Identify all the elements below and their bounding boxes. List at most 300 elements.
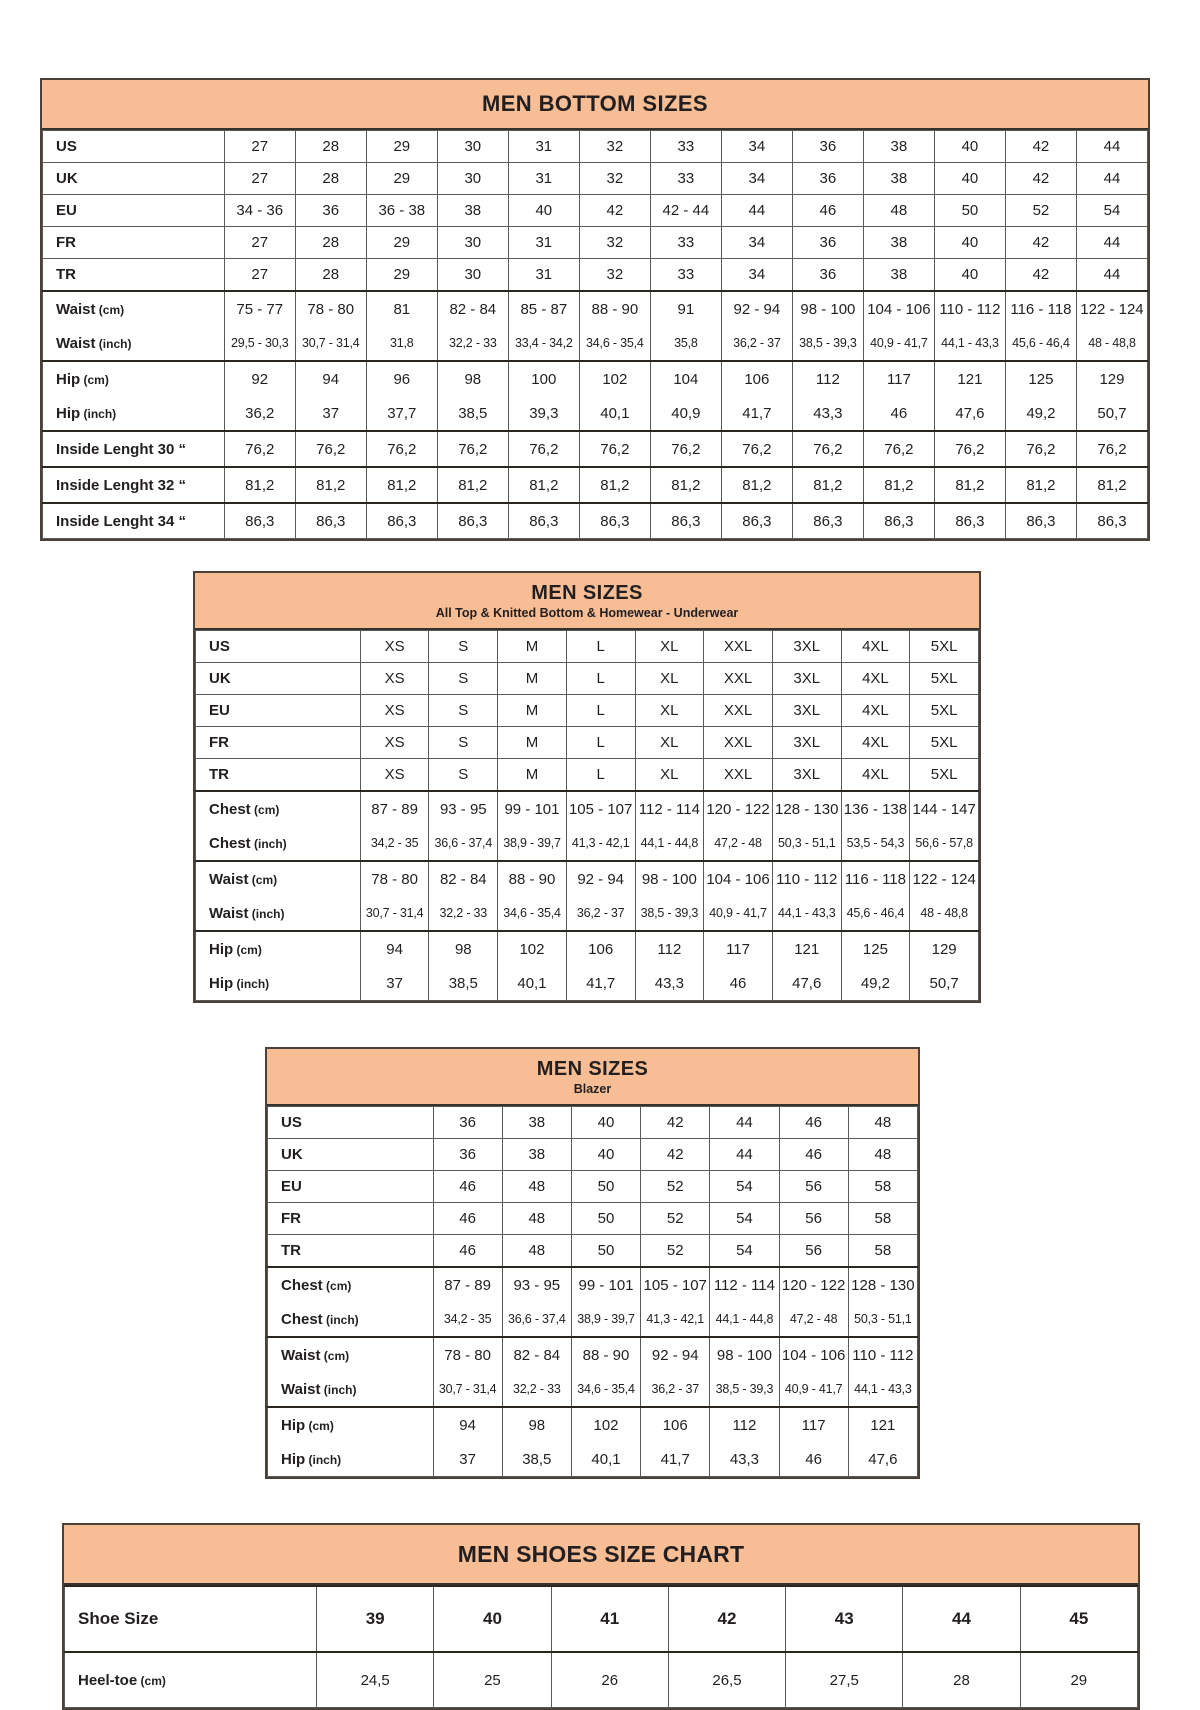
value-cell: 37: [360, 966, 429, 1001]
value-cell: 87 - 89: [433, 1267, 502, 1302]
value-cell: 5XL: [910, 663, 979, 695]
value-cell: 50: [934, 195, 1005, 227]
value-cell: 144 - 147: [910, 791, 979, 826]
value-cell: 44,1 - 44,8: [635, 826, 704, 861]
row-label-unit: (inch): [305, 1452, 342, 1467]
row-label-text: US: [281, 1114, 302, 1131]
row-label: [43, 131, 225, 163]
value-cell: 121: [934, 361, 1005, 396]
value-cell: 81,2: [579, 467, 650, 503]
table-row: [43, 259, 1148, 292]
value-cell: 31: [508, 131, 579, 163]
value-cell: 128 - 130: [772, 791, 841, 826]
row-label: [268, 1203, 434, 1235]
table-row: [43, 291, 1148, 326]
value-cell: S: [429, 631, 498, 663]
row-label-text: EU: [209, 702, 230, 719]
row-label-text: Hip: [56, 404, 81, 422]
row-label: [43, 291, 225, 326]
value-cell: 54: [710, 1203, 779, 1235]
value-cell: 47,6: [848, 1442, 917, 1477]
value-cell: 86,3: [1005, 503, 1076, 539]
table-row: [268, 1203, 918, 1235]
value-cell: 38: [502, 1139, 571, 1171]
value-cell: S: [429, 695, 498, 727]
value-cell: 44: [710, 1139, 779, 1171]
table-row: [43, 467, 1148, 503]
value-cell: 27: [224, 259, 295, 292]
value-cell: 38,5 - 39,3: [635, 896, 704, 931]
value-cell: 46: [779, 1442, 848, 1477]
value-cell: 34: [721, 259, 792, 292]
table-row: [196, 931, 979, 966]
value-cell: 50,3 - 51,1: [772, 826, 841, 861]
value-cell: 32,2 - 33: [502, 1372, 571, 1407]
table-row: [196, 631, 979, 663]
value-cell: 81,2: [295, 467, 366, 503]
value-cell: 34,6 - 35,4: [579, 326, 650, 361]
row-label: [268, 1235, 434, 1268]
value-cell: 40,9 - 41,7: [779, 1372, 848, 1407]
value-cell: 46: [704, 966, 773, 1001]
table-row: [196, 759, 979, 792]
value-cell: 36,2 - 37: [721, 326, 792, 361]
value-cell: 117: [863, 361, 934, 396]
value-cell: M: [498, 663, 567, 695]
value-cell: 30: [437, 131, 508, 163]
value-cell: 40,1: [571, 1442, 640, 1477]
table-row: [196, 695, 979, 727]
value-cell: 4XL: [841, 695, 910, 727]
row-label-unit: (inch): [322, 1312, 359, 1327]
value-cell: M: [498, 727, 567, 759]
value-cell: XL: [635, 727, 704, 759]
value-cell: 81,2: [1076, 467, 1147, 503]
value-cell: S: [429, 759, 498, 792]
row-label-text: FR: [281, 1210, 301, 1227]
row-label-text: TR: [209, 766, 229, 783]
value-cell: 50: [571, 1235, 640, 1268]
row-label: [196, 791, 361, 826]
table-title: MEN SHOES SIZE CHART: [457, 1540, 745, 1567]
value-cell: 50: [571, 1203, 640, 1235]
value-cell: 29,5 - 30,3: [224, 326, 295, 361]
value-cell: 104: [650, 361, 721, 396]
table-row: [268, 1302, 918, 1337]
value-cell: 48: [502, 1171, 571, 1203]
row-label: [196, 727, 361, 759]
value-cell: 58: [848, 1171, 917, 1203]
table-row: [43, 431, 1148, 467]
value-cell: 40: [934, 131, 1005, 163]
value-cell: 36,6 - 37,4: [502, 1302, 571, 1337]
value-cell: 34,2 - 35: [433, 1302, 502, 1337]
row-label: [65, 1586, 317, 1652]
value-cell: 56,6 - 57,8: [910, 826, 979, 861]
value-cell: 48 - 48,8: [1076, 326, 1147, 361]
value-cell: 112: [635, 931, 704, 966]
row-label: [43, 467, 225, 503]
table-row: [268, 1171, 918, 1203]
value-cell: 46: [779, 1139, 848, 1171]
value-cell: 41,7: [566, 966, 635, 1001]
value-cell: 24,5: [317, 1652, 434, 1708]
value-cell: 33: [650, 163, 721, 195]
value-cell: 105 - 107: [566, 791, 635, 826]
value-cell: 27: [224, 131, 295, 163]
value-cell: 98: [429, 931, 498, 966]
value-cell: 4XL: [841, 727, 910, 759]
row-label-text: Waist: [209, 870, 249, 888]
value-cell: 81,2: [650, 467, 721, 503]
value-cell: 29: [1020, 1652, 1137, 1708]
value-cell: 38,9 - 39,7: [498, 826, 567, 861]
value-cell: 36: [792, 163, 863, 195]
table-row: [196, 966, 979, 1001]
value-cell: 29: [366, 227, 437, 259]
row-label-unit: (inch): [248, 906, 285, 921]
row-label-text: Chest: [281, 1310, 323, 1328]
value-cell: 47,2 - 48: [704, 826, 773, 861]
value-cell: 128 - 130: [848, 1267, 917, 1302]
value-cell: 36,2 - 37: [641, 1372, 710, 1407]
row-label: [43, 227, 225, 259]
value-cell: 44: [903, 1586, 1020, 1652]
row-label-text: Chest: [209, 800, 251, 818]
value-cell: 98 - 100: [635, 861, 704, 896]
table-row: [268, 1372, 918, 1407]
value-cell: 50,7: [910, 966, 979, 1001]
row-label-text: Shoe Size: [78, 1609, 159, 1628]
row-label-text: Waist: [209, 904, 249, 922]
value-cell: L: [566, 663, 635, 695]
table-row: [196, 791, 979, 826]
value-cell: 38,9 - 39,7: [571, 1302, 640, 1337]
row-label: [43, 431, 225, 467]
value-cell: L: [566, 631, 635, 663]
row-label: [196, 759, 361, 792]
table-header-band: [42, 80, 1148, 130]
value-cell: 39: [317, 1586, 434, 1652]
row-label: [196, 631, 361, 663]
row-label-text: Hip: [281, 1450, 306, 1468]
table-row: [268, 1337, 918, 1372]
value-cell: 41,3 - 42,1: [641, 1302, 710, 1337]
value-cell: 98 - 100: [710, 1337, 779, 1372]
value-cell: 98: [437, 361, 508, 396]
row-label: [268, 1407, 434, 1442]
value-cell: 104 - 106: [863, 291, 934, 326]
value-cell: 38,5: [502, 1442, 571, 1477]
table-subtitle: All Top & Knitted Bottom & Homewear - Underwear: [435, 605, 739, 620]
value-cell: 38,5 - 39,3: [792, 326, 863, 361]
row-label: [65, 1652, 317, 1708]
value-cell: 78 - 80: [433, 1337, 502, 1372]
value-cell: 41,7: [721, 396, 792, 431]
value-cell: 33,4 - 34,2: [508, 326, 579, 361]
table-row: [43, 195, 1148, 227]
value-cell: 38,5: [429, 966, 498, 1001]
row-label: [43, 396, 225, 431]
value-cell: 27: [224, 163, 295, 195]
row-label: [43, 326, 225, 361]
table-row: [43, 326, 1148, 361]
table-header-band: [64, 1525, 1138, 1585]
row-label-text: FR: [209, 734, 229, 751]
value-cell: 3XL: [772, 695, 841, 727]
value-cell: 81: [366, 291, 437, 326]
value-cell: 4XL: [841, 631, 910, 663]
value-cell: 44: [710, 1107, 779, 1139]
value-cell: 5XL: [910, 727, 979, 759]
row-label-text: TR: [56, 266, 76, 283]
row-label-text: UK: [281, 1146, 303, 1163]
row-label: [196, 931, 361, 966]
value-cell: 3XL: [772, 759, 841, 792]
value-cell: 50,3 - 51,1: [848, 1302, 917, 1337]
value-cell: L: [566, 695, 635, 727]
value-cell: M: [498, 631, 567, 663]
row-label: [196, 861, 361, 896]
value-cell: 86,3: [934, 503, 1005, 539]
value-cell: XS: [360, 759, 429, 792]
value-cell: 48 - 48,8: [910, 896, 979, 931]
value-cell: 36: [792, 131, 863, 163]
row-label-unit: (inch): [233, 976, 270, 991]
value-cell: M: [498, 695, 567, 727]
value-cell: 93 - 95: [429, 791, 498, 826]
value-cell: 78 - 80: [295, 291, 366, 326]
value-cell: XXL: [704, 695, 773, 727]
table-row: [43, 361, 1148, 396]
row-label: [268, 1107, 434, 1139]
value-cell: 29: [366, 259, 437, 292]
value-cell: 56: [779, 1235, 848, 1268]
row-label: [43, 361, 225, 396]
value-cell: 50,7: [1076, 396, 1147, 431]
table-row: [196, 861, 979, 896]
value-cell: 38,5 - 39,3: [710, 1372, 779, 1407]
table-row: [65, 1652, 1138, 1708]
row-label-text: Waist: [281, 1346, 321, 1364]
row-label-text: Hip: [281, 1416, 306, 1434]
value-cell: 102: [571, 1407, 640, 1442]
value-cell: 47,2 - 48: [779, 1302, 848, 1337]
value-cell: XS: [360, 663, 429, 695]
value-cell: 121: [772, 931, 841, 966]
row-label-unit: (cm): [322, 1278, 352, 1293]
row-label-text: Heel-toe: [78, 1671, 138, 1689]
value-cell: XL: [635, 759, 704, 792]
value-cell: 94: [295, 361, 366, 396]
value-cell: 42: [1005, 227, 1076, 259]
value-cell: 94: [433, 1407, 502, 1442]
row-label-text: US: [56, 138, 77, 155]
row-label-unit: (cm): [233, 942, 262, 957]
value-cell: 34,2 - 35: [360, 826, 429, 861]
row-label-text: Chest: [281, 1276, 323, 1294]
value-cell: XL: [635, 663, 704, 695]
row-label-text: EU: [56, 202, 77, 219]
value-cell: 34,6 - 35,4: [571, 1372, 640, 1407]
men-top-sizes-table: [193, 571, 981, 1003]
value-cell: 34 - 36: [224, 195, 295, 227]
value-cell: 36: [792, 227, 863, 259]
value-cell: 136 - 138: [841, 791, 910, 826]
row-label-unit: (cm): [95, 302, 125, 317]
value-cell: 46: [433, 1235, 502, 1268]
value-cell: 39,3: [508, 396, 579, 431]
value-cell: 42: [641, 1139, 710, 1171]
row-label: [196, 663, 361, 695]
value-cell: 81,2: [508, 467, 579, 503]
value-cell: 86,3: [437, 503, 508, 539]
row-label-text: FR: [56, 234, 76, 251]
value-cell: 38: [863, 131, 934, 163]
value-cell: 40: [571, 1139, 640, 1171]
value-cell: 102: [498, 931, 567, 966]
value-cell: 41,3 - 42,1: [566, 826, 635, 861]
value-cell: 38: [502, 1107, 571, 1139]
table-header-band: [195, 573, 979, 630]
value-cell: 116 - 118: [1005, 291, 1076, 326]
table-row: [196, 727, 979, 759]
value-cell: 41,7: [641, 1442, 710, 1477]
table-row: [196, 826, 979, 861]
value-cell: 40,9 - 41,7: [704, 896, 773, 931]
value-cell: 86,3: [366, 503, 437, 539]
value-cell: 40: [934, 259, 1005, 292]
table-row: [268, 1442, 918, 1477]
value-cell: 78 - 80: [360, 861, 429, 896]
value-cell: 38: [863, 227, 934, 259]
value-cell: 121: [848, 1407, 917, 1442]
value-cell: XXL: [704, 727, 773, 759]
row-label-text: Inside Lenght 30 “: [56, 440, 187, 458]
value-cell: 81,2: [1005, 467, 1076, 503]
value-cell: 117: [779, 1407, 848, 1442]
value-cell: XS: [360, 695, 429, 727]
value-cell: 76,2: [934, 431, 1005, 467]
table-row: [43, 503, 1148, 539]
value-cell: XXL: [704, 663, 773, 695]
value-cell: XL: [635, 631, 704, 663]
value-cell: 85 - 87: [508, 291, 579, 326]
row-label-text: Hip: [209, 940, 234, 958]
table-row: [268, 1139, 918, 1171]
value-cell: 44: [1076, 227, 1147, 259]
value-cell: 86,3: [792, 503, 863, 539]
value-cell: 125: [1005, 361, 1076, 396]
value-cell: 52: [1005, 195, 1076, 227]
value-cell: 36 - 38: [366, 195, 437, 227]
table-row: [268, 1267, 918, 1302]
value-cell: 112: [710, 1407, 779, 1442]
value-cell: 30: [437, 163, 508, 195]
value-cell: 46: [792, 195, 863, 227]
value-cell: 4XL: [841, 759, 910, 792]
value-cell: 30: [437, 259, 508, 292]
value-cell: L: [566, 727, 635, 759]
value-cell: 96: [366, 361, 437, 396]
value-cell: 125: [841, 931, 910, 966]
value-cell: 28: [295, 131, 366, 163]
row-label: [43, 163, 225, 195]
row-label: [43, 503, 225, 539]
value-cell: 53,5 - 54,3: [841, 826, 910, 861]
value-cell: 36,6 - 37,4: [429, 826, 498, 861]
value-cell: 86,3: [650, 503, 721, 539]
value-cell: 43,3: [635, 966, 704, 1001]
value-cell: 33: [650, 259, 721, 292]
value-cell: 112 - 114: [635, 791, 704, 826]
value-cell: 88 - 90: [571, 1337, 640, 1372]
value-cell: XXL: [704, 631, 773, 663]
value-cell: 44,1 - 44,8: [710, 1302, 779, 1337]
value-cell: 75 - 77: [224, 291, 295, 326]
value-cell: 41: [551, 1586, 668, 1652]
value-cell: L: [566, 759, 635, 792]
value-cell: 98 - 100: [792, 291, 863, 326]
value-cell: 86,3: [295, 503, 366, 539]
value-cell: 58: [848, 1203, 917, 1235]
row-label: [196, 826, 361, 861]
value-cell: 32: [579, 131, 650, 163]
value-cell: 76,2: [650, 431, 721, 467]
value-cell: 26,5: [668, 1652, 785, 1708]
table-row: [196, 896, 979, 931]
value-cell: 76,2: [792, 431, 863, 467]
value-cell: 5XL: [910, 695, 979, 727]
value-cell: 40,9: [650, 396, 721, 431]
row-label-text: Inside Lenght 34 “: [56, 512, 187, 530]
value-cell: 122 - 124: [1076, 291, 1147, 326]
value-cell: 36: [295, 195, 366, 227]
value-cell: 42: [1005, 163, 1076, 195]
value-cell: 49,2: [841, 966, 910, 1001]
value-cell: 54: [710, 1171, 779, 1203]
table-row: [268, 1235, 918, 1268]
table-title: MEN SIZES: [531, 581, 643, 604]
value-cell: 40: [934, 227, 1005, 259]
value-cell: 116 - 118: [841, 861, 910, 896]
value-cell: 31: [508, 259, 579, 292]
value-cell: 46: [433, 1203, 502, 1235]
value-cell: 4XL: [841, 663, 910, 695]
value-cell: 28: [295, 259, 366, 292]
value-cell: 44: [721, 195, 792, 227]
value-cell: 5XL: [910, 631, 979, 663]
value-cell: 104 - 106: [704, 861, 773, 896]
row-label: [268, 1139, 434, 1171]
value-cell: 32: [579, 227, 650, 259]
row-label-text: Waist: [56, 300, 96, 318]
value-cell: XS: [360, 727, 429, 759]
men-blazer-sizes-grid: [267, 1106, 918, 1477]
value-cell: 32,2 - 33: [437, 326, 508, 361]
row-label-text: Hip: [209, 974, 234, 992]
value-cell: 31,8: [366, 326, 437, 361]
value-cell: 76,2: [295, 431, 366, 467]
value-cell: 40: [434, 1586, 551, 1652]
value-cell: 28: [295, 163, 366, 195]
row-label-unit: (inch): [80, 406, 117, 421]
value-cell: 88 - 90: [579, 291, 650, 326]
row-label-unit: (cm): [320, 1348, 350, 1363]
value-cell: 44,1 - 43,3: [934, 326, 1005, 361]
value-cell: 35,8: [650, 326, 721, 361]
value-cell: 54: [710, 1235, 779, 1268]
